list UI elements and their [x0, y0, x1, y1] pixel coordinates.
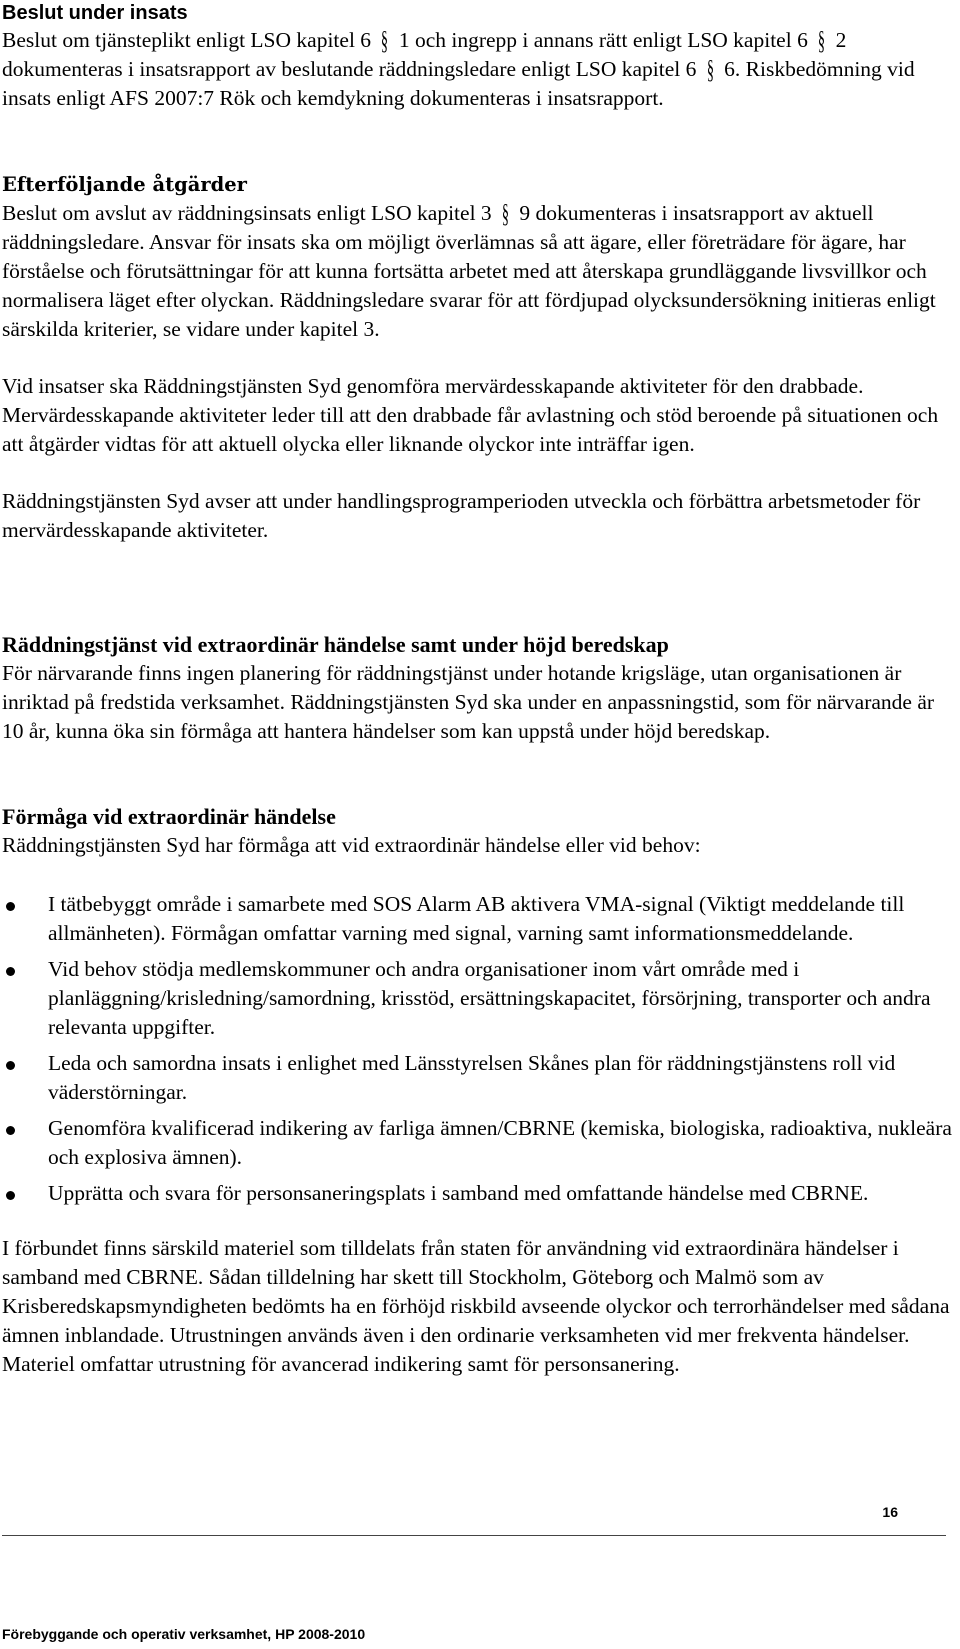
- list-item-text: Vid behov stödja medlemskommuner och andra organisationer inom vårt område med i planläggning/krisledning/samordning, krisstöd, ersättningskapacitet, försörjning, transporter och andra relevanta uppgifter.: [48, 957, 931, 1039]
- paragraph: [2, 199, 952, 344]
- section-beslut-under-insats: [2, 0, 952, 113]
- list-item-text: Leda och samordna insats i enlighet med Länsstyrelsen Skånes plan för räddningstjänstens roll vid väderstörningar.: [48, 1051, 896, 1104]
- section-heading: Förmåga vid extraordinär händelse: [2, 804, 336, 829]
- bullet-icon: [6, 902, 15, 911]
- list-item: [2, 955, 952, 1042]
- paragraph: Vid insatser ska Räddningstjänsten Syd genomföra mervärdesskapande aktiviteter för den drabbade. Mervärdesskapande aktiviteter leder till att den drabbade får avlastning och stöd beroende på situationen och att åtgärder vidtas för att aktuell olycka eller liknande olyckor inte inträffar igen.: [2, 374, 939, 456]
- paragraph: Räddningstjänsten Syd har förmåga att vid extraordinär händelse eller vid behov:: [2, 833, 701, 857]
- text-run: 9 dokumenteras i insatsrapport av aktuell räddningsledare. Ansvar för insats ska om möjligt överlämnas så att ägare, eller företrädare för ägare, har förståelse och förutsättningar för att kunna fortsätta arbetet med att återskapa grundläggande livsvillkor och normalisera läget efter olyckan. Räddningsledare svarar för att fördjupad olycksundersökning initieras enligt särskilda kriterier, se vidare under kapitel 3.: [2, 201, 936, 341]
- section-sign-icon: §: [818, 26, 826, 55]
- section-sign-icon: §: [501, 199, 510, 228]
- list-item: [2, 1179, 952, 1208]
- text-run: Beslut om avslut av räddningsinsats enligt LSO kapitel 3: [2, 201, 492, 225]
- list-item: [2, 890, 952, 948]
- paragraph: För närvarande finns ingen planering för räddningstjänst under hotande krigsläge, utan organisationen är inriktad på fredstida verksamhet. Räddningstjänsten Syd ska under en anpassningstid, som för närvarande är 10 år, kunna öka sin förmåga att hantera händelser som kan uppstå under höjd beredskap.: [2, 661, 935, 743]
- list-item: [2, 1049, 952, 1107]
- text-run: 1 och ingrepp i annans rätt enligt LSO kapitel 6: [398, 28, 808, 52]
- page-footer: Förebyggande och operativ verksamhet, HP 2008-2010: [2, 1626, 366, 1642]
- section-sign-icon: §: [381, 26, 389, 55]
- bullet-icon: [6, 1061, 15, 1070]
- paragraph: Räddningstjänsten Syd avser att under handlingsprogramperioden utveckla och förbättra arbetsmetoder för mervärdesskapande aktiviteter.: [2, 489, 921, 542]
- footer-divider: [2, 1535, 946, 1536]
- section-heading: Beslut under insats: [2, 2, 188, 24]
- paragraph: I förbundet finns särskild materiel som tilldelats från staten för användning vid extraordinära händelser i samband med CBRNE. Sådan tilldelning har skett till Stockholm, Göteborg och Malmö som av Krisberedskapsmyndigheten bedömts ha en förhöjd riskbild avseende olyckor och terrorhändelser med sådana ämnen inblandade. Utrustningen används även i den ordinarie verksamheten vid mer frekventa händelser. Materiel omfattar utrustning för avancerad indikering samt för personsanering.: [2, 1236, 950, 1376]
- list-item-text: I tätbebyggt område i samarbete med SOS Alarm AB aktivera VMA-signal (Viktigt meddelande till allmänheten). Förmågan omfattar varning med signal, varning samt informationsmeddelande.: [48, 892, 905, 945]
- text-run: 6. Riskbedömning vid insats enligt AFS 2007:7 Rök och kemdykning dokumenteras i insatsrapport.: [2, 57, 915, 110]
- section-hojd-beredskap: [2, 630, 952, 746]
- page-number: 16: [882, 1504, 898, 1520]
- section-heading: Räddningstjänst vid extraordinär händelse samt under höjd beredskap: [2, 632, 669, 657]
- list-item-text: Upprätta och svara för personsaneringsplats i samband med omfattande händelse med CBRNE.: [48, 1181, 869, 1205]
- text-run: Beslut om tjänsteplikt enligt LSO kapitel 6: [2, 28, 372, 52]
- bullet-icon: [6, 1191, 15, 1200]
- bullet-list: [2, 890, 952, 1208]
- section-sign-icon: §: [706, 55, 714, 84]
- list-item: [2, 1114, 952, 1172]
- section-efterfoljande-atgarder: [2, 170, 952, 545]
- bullet-icon: [6, 967, 15, 976]
- section-heading: Efterföljande åtgärder: [2, 173, 247, 196]
- paragraph: [2, 26, 952, 113]
- list-item-text: Genomföra kvalificerad indikering av farliga ämnen/CBRNE (kemiska, biologiska, radioaktiva, nukleära och explosiva ämnen).: [48, 1116, 952, 1169]
- bullet-icon: [6, 1126, 15, 1135]
- section-formaga: [2, 802, 952, 1379]
- text-run: 2 dokumenteras i insatsrapport av beslutande räddningsledare enligt LSO kapitel 6: [2, 28, 847, 81]
